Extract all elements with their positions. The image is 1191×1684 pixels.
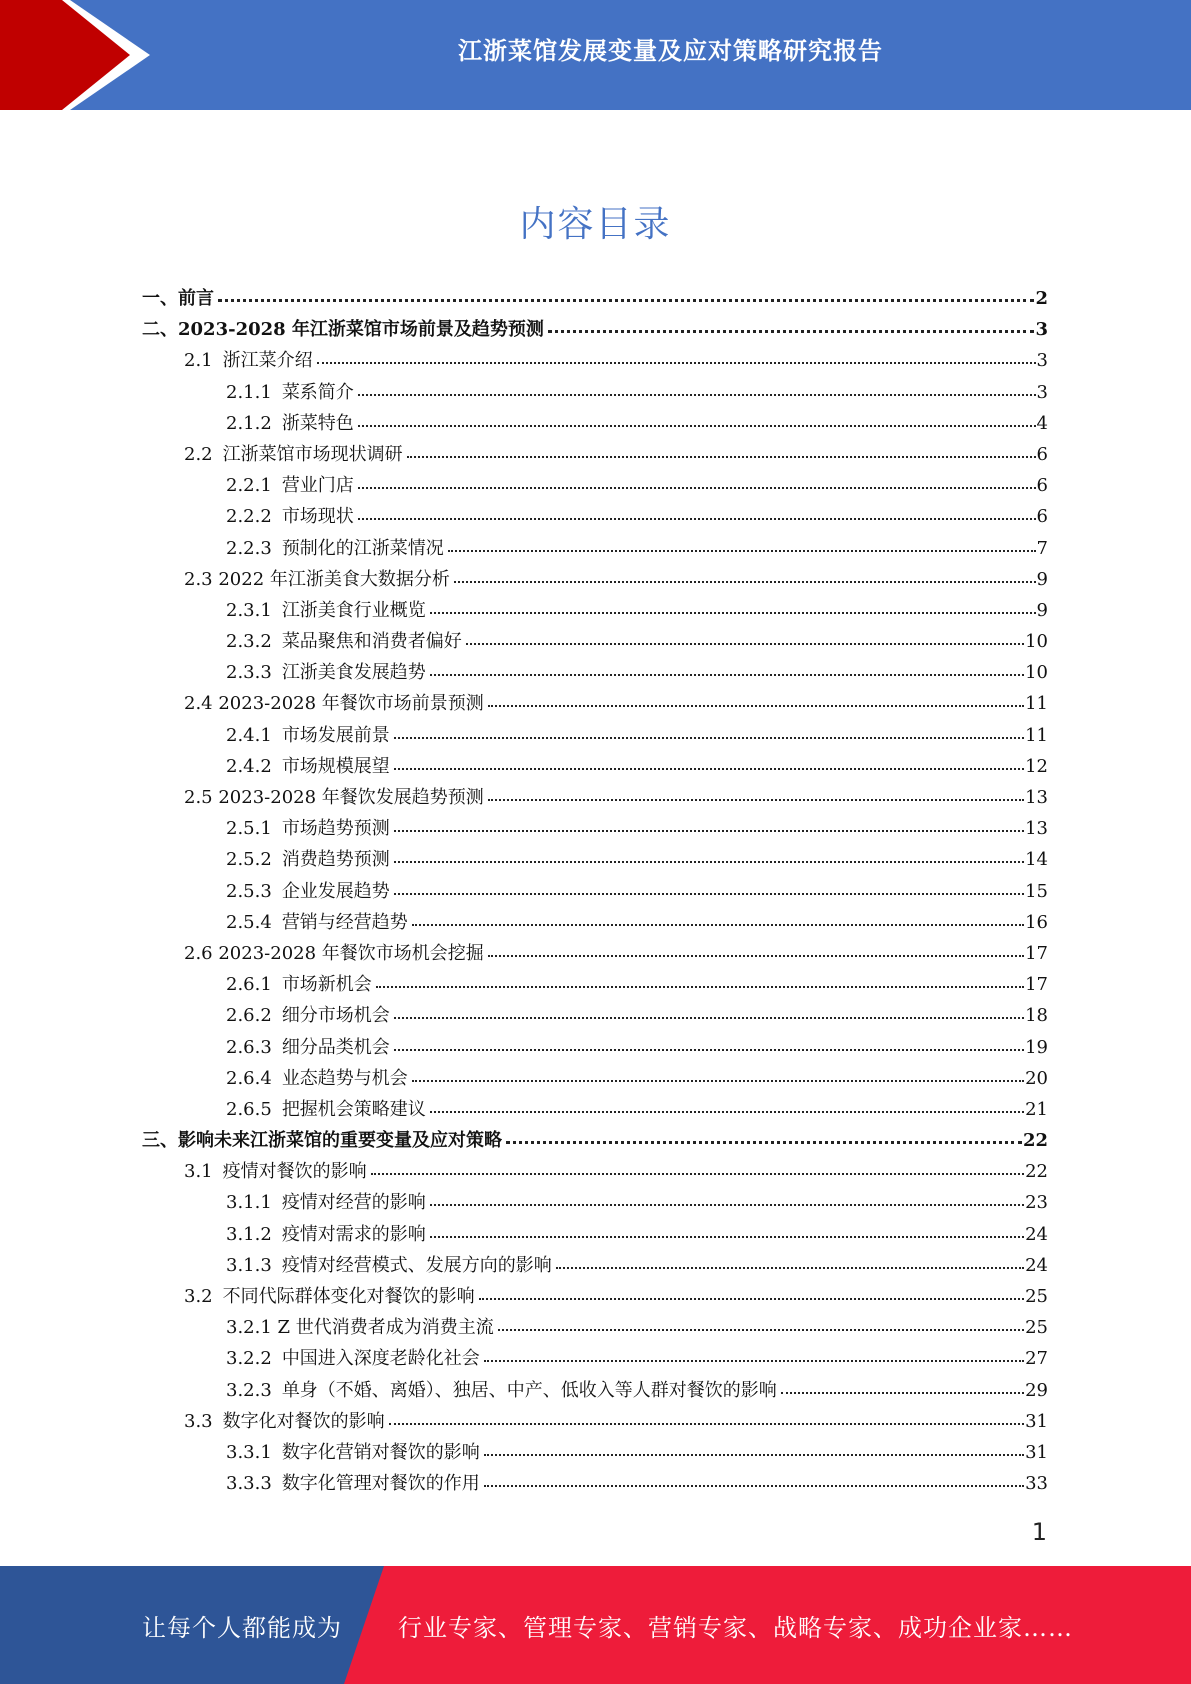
toc-entry-page: 23 [1025,1192,1048,1214]
toc-entry-page: 18 [1025,1005,1048,1027]
toc-entry[interactable] [142,501,1048,532]
toc-entry-number: 2.2.3 [226,537,272,559]
toc-entry-number: 3.2 [184,1286,213,1307]
toc-entry-label: 疫情对经营的影响 [281,1192,426,1214]
toc-entry[interactable] [142,564,1048,595]
toc-entry-page: 13 [1025,787,1048,808]
toc-entry-page: 17 [1025,942,1048,964]
toc-entry-label: 营业门店 [281,475,354,497]
toc-entry[interactable] [142,844,1048,875]
toc-entry-label: 菜系简介 [281,381,354,403]
toc-entry-label: 数字化营销对餐饮的影响 [281,1441,480,1463]
page-footer [0,1566,1191,1684]
toc-entry-label: 江浙美食行业概览 [281,599,426,621]
toc-entry[interactable] [142,1219,1048,1250]
toc-entry-label: 单身（不婚、离婚）、独居、中产、低收入等人群对餐饮的影响 [281,1379,777,1401]
toc-entry[interactable] [142,1437,1048,1468]
toc-entry-page: 20 [1025,1067,1048,1089]
footer-slogan-left: 让每个人都能成为 [142,1613,342,1642]
toc-entry-page: 6 [1036,443,1048,465]
toc-entry-page: 3 [1035,319,1048,341]
toc-dot-leader [412,1076,1024,1082]
toc-entry-label: 疫情对餐饮的影响 [222,1161,367,1183]
toc-entry[interactable] [142,657,1048,688]
toc-entry-label: 浙江菜介绍 [222,350,313,372]
toc-entry-number: 3.2.3 [226,1379,272,1401]
toc-dot-leader [556,1263,1024,1269]
toc-entry[interactable] [142,408,1048,439]
page-number: 1 [1031,1518,1047,1546]
toc-entry-number: 2.4.1 [226,724,272,746]
toc-dot-leader [394,1045,1024,1051]
toc-dot-leader [448,546,1036,552]
toc-dot-leader [358,514,1036,520]
toc-entry[interactable] [142,377,1048,408]
toc-entry[interactable] [142,938,1048,969]
toc-dot-leader [358,390,1036,396]
toc-dot-leader [430,1200,1024,1206]
toc-entry-number: 2.3.2 [226,631,272,653]
toc-entry-label: 一、前言 [142,288,214,309]
toc-entry-page: 21 [1025,1098,1048,1120]
toc-entry[interactable] [142,1094,1048,1125]
toc-dot-leader [488,701,1024,707]
toc-dot-leader [407,452,1036,458]
toc-entry-label: 消费趋势预测 [281,849,390,871]
toc-dot-leader [484,1481,1024,1487]
toc-entry-page: 22 [1022,1130,1048,1152]
toc-entry-number: 2.1 [184,350,213,372]
toc-entry[interactable] [142,1032,1048,1063]
toc-entry-label: 疫情对经营模式、发展方向的影响 [281,1254,552,1276]
toc-entry-label: 预制化的江浙菜情况 [281,537,444,559]
toc-entry-page: 6 [1036,506,1048,528]
toc-entry-number: 2.5.2 [226,849,272,871]
toc-entry-page: 13 [1025,818,1048,840]
toc-dot-leader [488,951,1024,957]
toc-entry[interactable] [142,439,1048,470]
toc-entry-page: 17 [1025,974,1048,996]
toc-entry-number: 3.3.3 [226,1473,272,1495]
toc-dot-leader [430,1232,1024,1238]
toc-entry-number: 2.2 [184,443,213,465]
toc-dot-leader [394,764,1024,770]
toc-dot-leader [394,826,1024,832]
toc-entry-label: 浙菜特色 [281,412,354,434]
toc-entry-number: 2.6.1 [226,974,272,996]
page-header [0,0,1191,110]
toc-entry[interactable] [142,1063,1048,1094]
toc-dot-leader [506,1137,1022,1144]
toc-entry-label: 不同代际群体变化对餐饮的影响 [222,1286,475,1307]
toc-dot-leader [389,1419,1024,1425]
toc-entry-number: 3.1.2 [226,1223,272,1245]
toc-entry[interactable] [142,907,1048,938]
toc-dot-leader [394,733,1024,739]
toc-entry-number: 3.3.1 [226,1441,272,1463]
toc-entry-page: 3 [1036,350,1048,372]
toc-entry[interactable] [142,1312,1048,1343]
toc-entry-page: 16 [1025,911,1048,933]
toc-dot-leader [394,889,1024,895]
toc-entry[interactable] [142,314,1048,345]
toc-entry-label: 市场规模展望 [281,755,390,777]
toc-entry-page: 25 [1025,1317,1048,1339]
toc-entry-number: 2.2.2 [226,506,272,528]
toc-dot-leader [430,670,1024,676]
toc-dot-leader [430,608,1036,614]
toc-dot-leader [484,1356,1024,1362]
toc-entry[interactable] [142,626,1048,657]
toc-entry-number: 2.3.1 [226,599,272,621]
toc-dot-leader [466,639,1024,645]
toc-entry-number: 2.4.2 [226,755,272,777]
toc-entry-page: 25 [1025,1286,1048,1307]
toc-entry[interactable] [142,533,1048,564]
toc-entry-label: 市场趋势预测 [281,818,390,840]
toc-entry-number: 3.1.1 [226,1192,272,1214]
toc-entry-page: 10 [1025,662,1048,684]
toc-entry[interactable] [142,1156,1048,1187]
toc-dot-leader [484,1450,1024,1456]
toc-entry[interactable] [142,688,1048,719]
toc-entry[interactable] [142,813,1048,844]
toc-dot-leader [394,857,1024,863]
toc-entry[interactable] [142,470,1048,501]
toc-list [142,283,1048,1499]
toc-entry-number: 2.6.4 [226,1067,272,1089]
toc-entry-page: 12 [1025,755,1048,777]
toc-entry-label: 二、2023-2028 年江浙菜馆市场前景及趋势预测 [142,319,544,341]
toc-entry-page: 31 [1025,1441,1048,1463]
toc-dot-leader [430,1107,1024,1113]
toc-entry-label: 细分市场机会 [281,1005,390,1027]
toc-entry-page: 3 [1036,381,1048,403]
toc-entry-page: 27 [1025,1348,1048,1370]
toc-entry-label: 市场新机会 [281,974,372,996]
toc-dot-leader [498,1325,1024,1331]
toc-entry-page: 22 [1025,1161,1048,1183]
toc-entry-page: 15 [1025,880,1048,902]
toc-entry-page: 4 [1036,412,1048,434]
toc-entry-label: 2.6 2023-2028 年餐饮市场机会挖掘 [184,942,484,964]
toc-entry[interactable] [142,1468,1048,1499]
toc-entry-label: 业态趋势与机会 [281,1067,408,1089]
toc-entry-page: 24 [1025,1254,1048,1276]
toc-entry-label: 把握机会策略建议 [281,1098,426,1120]
toc-entry-label: 数字化管理对餐饮的作用 [281,1473,480,1495]
toc-title: 内容目录 [519,204,672,245]
toc-dot-leader [376,982,1024,988]
toc-entry[interactable] [142,782,1048,813]
report-title: 江浙菜馆发展变量及应对策略研究报告 [458,36,883,65]
toc-dot-leader [488,795,1024,801]
toc-entry[interactable] [142,1187,1048,1218]
toc-entry-label: 细分品类机会 [281,1036,390,1058]
toc-entry[interactable] [142,1250,1048,1281]
toc-entry[interactable] [142,1375,1048,1406]
toc-entry-label: 江浙菜馆市场现状调研 [222,443,403,465]
toc-entry-page: 24 [1025,1223,1048,1245]
toc-entry-page: 2 [1035,288,1048,309]
toc-entry-label: 市场现状 [281,506,354,528]
toc-entry-label: 三、影响未来江浙菜馆的重要变量及应对策略 [142,1130,502,1152]
toc-entry-label: 2.4 2023-2028 年餐饮市场前景预测 [184,693,484,715]
toc-entry-label: 3.2.1 Z 世代消费者成为消费主流 [226,1317,494,1339]
toc-entry-page: 10 [1025,631,1048,653]
toc-dot-leader [371,1169,1024,1175]
toc-entry-page: 9 [1036,568,1048,590]
toc-entry-label: 数字化对餐饮的影响 [222,1410,385,1432]
toc-entry-label: 市场发展前景 [281,724,390,746]
toc-entry-number: 2.2.1 [226,475,272,497]
toc-entry-label: 江浙美食发展趋势 [281,662,426,684]
toc-dot-leader [358,483,1036,489]
toc-entry-label: 2.3 2022 年江浙美食大数据分析 [184,568,450,590]
header-red-arrow [0,0,130,110]
footer-slogan-right: 行业专家、管理专家、营销专家、战略专家、成功企业家…… [398,1613,1073,1642]
toc-entry-page: 11 [1025,693,1048,715]
toc-entry-number: 2.3.3 [226,662,272,684]
toc-entry-label: 企业发展趋势 [281,880,390,902]
toc-entry[interactable] [142,751,1048,782]
toc-entry-page: 6 [1036,475,1048,497]
toc-entry-number: 2.5.3 [226,880,272,902]
toc-dot-leader [358,421,1036,427]
toc-entry-page: 31 [1025,1410,1048,1432]
toc-entry-number: 3.3 [184,1410,213,1432]
toc-entry-number: 2.1.2 [226,412,272,434]
toc-entry[interactable] [142,1125,1048,1156]
toc-dot-leader [412,920,1024,926]
toc-entry-number: 2.6.3 [226,1036,272,1058]
toc-entry-number: 3.1.3 [226,1254,272,1276]
toc-entry-label: 疫情对需求的影响 [281,1223,426,1245]
toc-entry[interactable] [142,876,1048,907]
toc-dot-leader [218,295,1034,302]
toc-entry-number: 2.6.5 [226,1098,272,1120]
toc-entry-number: 2.6.2 [226,1005,272,1027]
toc-entry-page: 19 [1025,1036,1048,1058]
toc-dot-leader [781,1388,1024,1394]
toc-entry[interactable] [142,345,1048,376]
toc-entry-number: 3.2.2 [226,1348,272,1370]
toc-entry-page: 33 [1025,1473,1048,1495]
toc-dot-leader [479,1294,1024,1300]
toc-dot-leader [454,577,1036,583]
toc-entry[interactable] [142,969,1048,1000]
toc-entry-number: 3.1 [184,1161,213,1183]
toc-entry-number: 2.5.4 [226,911,272,933]
toc-entry[interactable] [142,1000,1048,1031]
toc-entry[interactable] [142,595,1048,626]
toc-entry-label: 营销与经营趋势 [281,911,408,933]
toc-entry[interactable] [142,283,1048,314]
toc-entry-number: 2.1.1 [226,381,272,403]
toc-entry-number: 2.5.1 [226,818,272,840]
toc-entry[interactable] [142,720,1048,751]
toc-entry[interactable] [142,1281,1048,1312]
toc-entry-page: 29 [1025,1379,1048,1401]
toc-entry-label: 中国进入深度老龄化社会 [281,1348,480,1370]
toc-entry-page: 11 [1025,724,1048,746]
toc-dot-leader [317,358,1036,364]
toc-dot-leader [548,326,1035,333]
toc-entry-label: 菜品聚焦和消费者偏好 [281,631,462,653]
toc-entry[interactable] [142,1343,1048,1374]
toc-entry-page: 7 [1036,537,1048,559]
toc-entry[interactable] [142,1406,1048,1437]
toc-entry-label: 2.5 2023-2028 年餐饮发展趋势预测 [184,787,484,808]
toc-dot-leader [394,1013,1024,1019]
toc-entry-page: 9 [1036,599,1048,621]
toc-entry-page: 14 [1025,849,1048,871]
